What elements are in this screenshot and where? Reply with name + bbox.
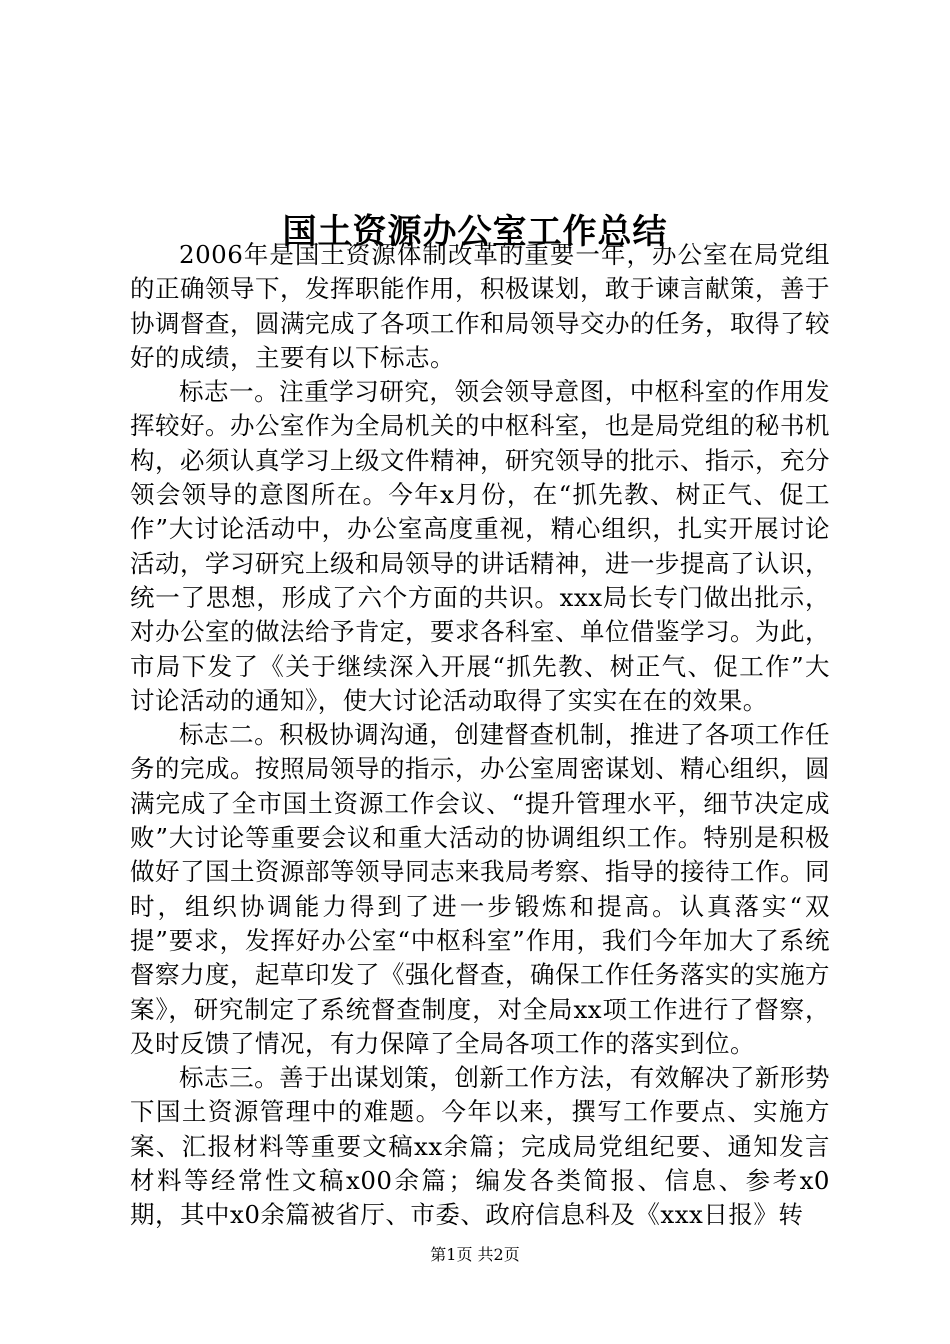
paragraph-sign-three: 标志三。善于出谋划策，创新工作方法，有效解决了新形势下国土资源管理中的难题。今年以来，撰写工作要点、实施方案、汇报材料等重要文稿xx余篇；完成局党组纪要、通知发言材料等经常性文稿x00余篇；编发各类简报、信息、参考x0期，其中x0余篇被省厅、市委、政府信息科及《xxx日报》转 bbox=[130, 1063, 830, 1230]
document-body bbox=[130, 238, 830, 1233]
document-title: 国土资源办公室工作总结 bbox=[282, 211, 668, 252]
page-footer: 第1页 共2页 bbox=[430, 1245, 520, 1264]
paragraph-intro: 2006年是国土资源体制改革的重要一年，办公室在局党组的正确领导下，发挥职能作用，积极谋划，敢于谏言献策，善于协调督查，圆满完成了各项工作和局领导交办的任务，取得了较好的成绩，主要有以下标志。 bbox=[130, 240, 830, 372]
paragraph-sign-two: 标志二。积极协调沟通，创建督查机制，推进了各项工作任务的完成。按照局领导的指示，办公室周密谋划、精心组织，圆满完成了全市国土资源工作会议、“提升管理水平，细节决定成败”大讨论等重要会议和重大活动的协调组织工作。特别是积极做好了国土资源部等领导同志来我局考察、指导的接待工作。同时，组织协调能力得到了进一步锻炼和提高。认真落实“双提”要求，发挥好办公室“中枢科室”作用，我们今年加大了系统督察力度，起草印发了《强化督查，确保工作任务落实的实施方案》，研究制定了系统督查制度，对全局xx项工作进行了督察，及时反馈了情况，有力保障了全局各项工作的落实到位。 bbox=[130, 720, 830, 1058]
paragraph-sign-one: 标志一。注重学习研究，领会领导意图，中枢科室的作用发挥较好。办公室作为全局机关的中枢科室，也是局党组的秘书机构，必须认真学习上级文件精神，研究领导的批示、指示，充分领会领导的意图所在。今年x月份，在“抓先教、树正气、促工作”大讨论活动中，办公室高度重视，精心组织，扎实开展讨论活动，学习研究上级和局领导的讲话精神，进一步提高了认识，统一了思想，形成了六个方面的共识。xxx局长专门做出批示，对办公室的做法给予肯定，要求各科室、单位借鉴学习。为此，市局下发了《关于继续深入开展“抓先教、树正气、促工作”大讨论活动的通知》，使大讨论活动取得了实实在在的效果。 bbox=[130, 377, 830, 715]
